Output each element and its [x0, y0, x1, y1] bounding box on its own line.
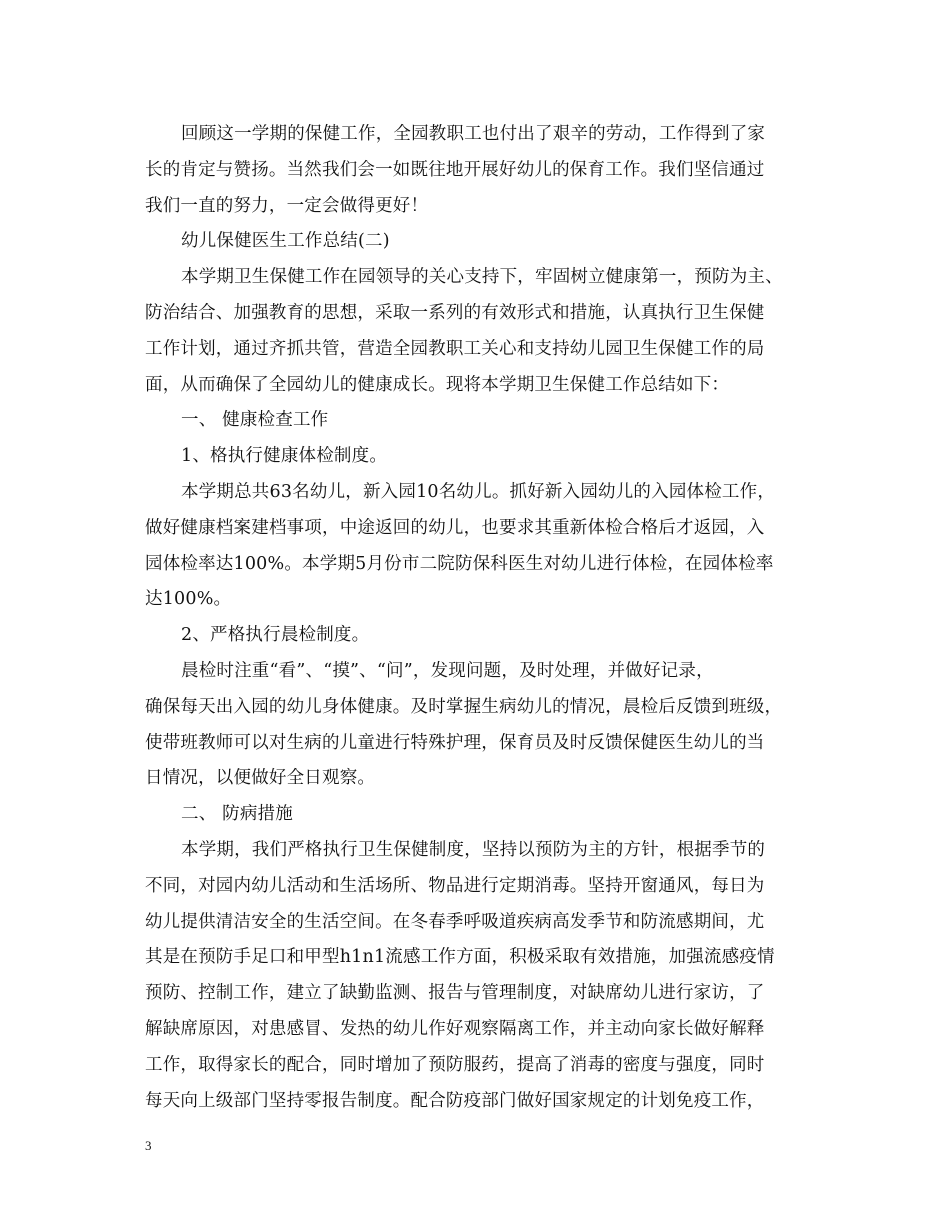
paragraph-line: 本学期总共63名幼儿，新入园10名幼儿。抓好新入园幼儿的入园体检工作， [181, 481, 776, 502]
heading-health-check: 一、 健康检查工作 [181, 410, 329, 431]
paragraph-line: 工作，取得家长的配合，同时增加了预防服药，提高了消毒的密度与强度，同时 [145, 1054, 765, 1075]
paragraph-line: 使带班教师可以对生病的儿童进行特殊护理，保育员及时反馈保健医生幼儿的当 [145, 732, 765, 753]
paragraph-line: 做好健康档案建档事项，中途返回的幼儿，也要求其重新体检合格后才返园，入 [145, 517, 765, 538]
subheading-morning-check: 2、严格执行晨检制度。 [181, 625, 370, 646]
paragraph-line: 本学期，我们严格执行卫生保健制度，坚持以预防为主的方针，根据季节的 [181, 839, 766, 860]
paragraph-line: 达100%。 [145, 589, 232, 610]
document-body [145, 117, 805, 1119]
paragraph-line: 我们一直的努力，一定会做得更好！ [145, 195, 429, 216]
paragraph-line: 长的肯定与赞扬。当然我们会一如既往地开展好幼儿的保育工作。我们坚信通过 [145, 159, 765, 180]
paragraph-line: 面，从而确保了全园幼儿的健康成长。现将本学期卫生保健工作总结如下： [145, 374, 730, 395]
paragraph-line: 园体检率达100%。本学期5月份市二院防保科医生对幼儿进行体检，在园体检率 [145, 553, 774, 574]
paragraph-line: 晨检时注重“看”、“摸”、“问”，发现问题，及时处理，并做好记录， [181, 660, 714, 681]
page-number: 3 [145, 1138, 152, 1153]
paragraph-line: 防治结合、加强教育的思想，采取一系列的有效形式和措施，认真执行卫生保健 [145, 302, 765, 323]
paragraph-line: 预防、控制工作，建立了缺勤监测、报告与管理制度，对缺席幼儿进行家访，了 [145, 983, 765, 1004]
paragraph-line: 回顾这一学期的保健工作，全园教职工也付出了艰辛的劳动，工作得到了家 [181, 124, 766, 144]
paragraph-line: 每天向上级部门坚持零报告制度。配合防疫部门做好国家规定的计划免疫工作， [145, 1090, 765, 1111]
section-title: 幼儿保健医生工作总结(二) [181, 231, 390, 252]
subheading-physical-exam: 1、格执行健康体检制度。 [181, 446, 388, 467]
paragraph-line: 解缺席原因，对患感冒、发热的幼儿作好观察隔离工作，并主动向家长做好解释 [145, 1018, 765, 1039]
paragraph-line: 日情况，以便做好全日观察。 [145, 768, 376, 789]
paragraph-line: 工作计划，通过齐抓共管，营造全园教职工关心和支持幼儿园卫生保健工作的局 [145, 338, 765, 359]
paragraph-line: 其是在预防手足口和甲型h1n1流感工作方面，积极采取有效措施，加强流感疫情 [145, 947, 775, 968]
paragraph-line: 本学期卫生保健工作在园领导的关心支持下，牢固树立健康第一，预防为主、 [181, 267, 783, 288]
paragraph-line: 确保每天出入园的幼儿身体健康。及时掌握生病幼儿的情况，晨检后反馈到班级， [145, 696, 783, 717]
paragraph-line: 不同，对园内幼儿活动和生活场所、物品进行定期消毒。坚持开窗通风，每日为 [145, 875, 765, 896]
heading-disease-prevention: 二、 防病措施 [181, 804, 293, 825]
paragraph-line: 幼儿提供清洁安全的生活空间。在冬春季呼吸道疾病高发季节和防流感期间，尤 [145, 911, 765, 932]
